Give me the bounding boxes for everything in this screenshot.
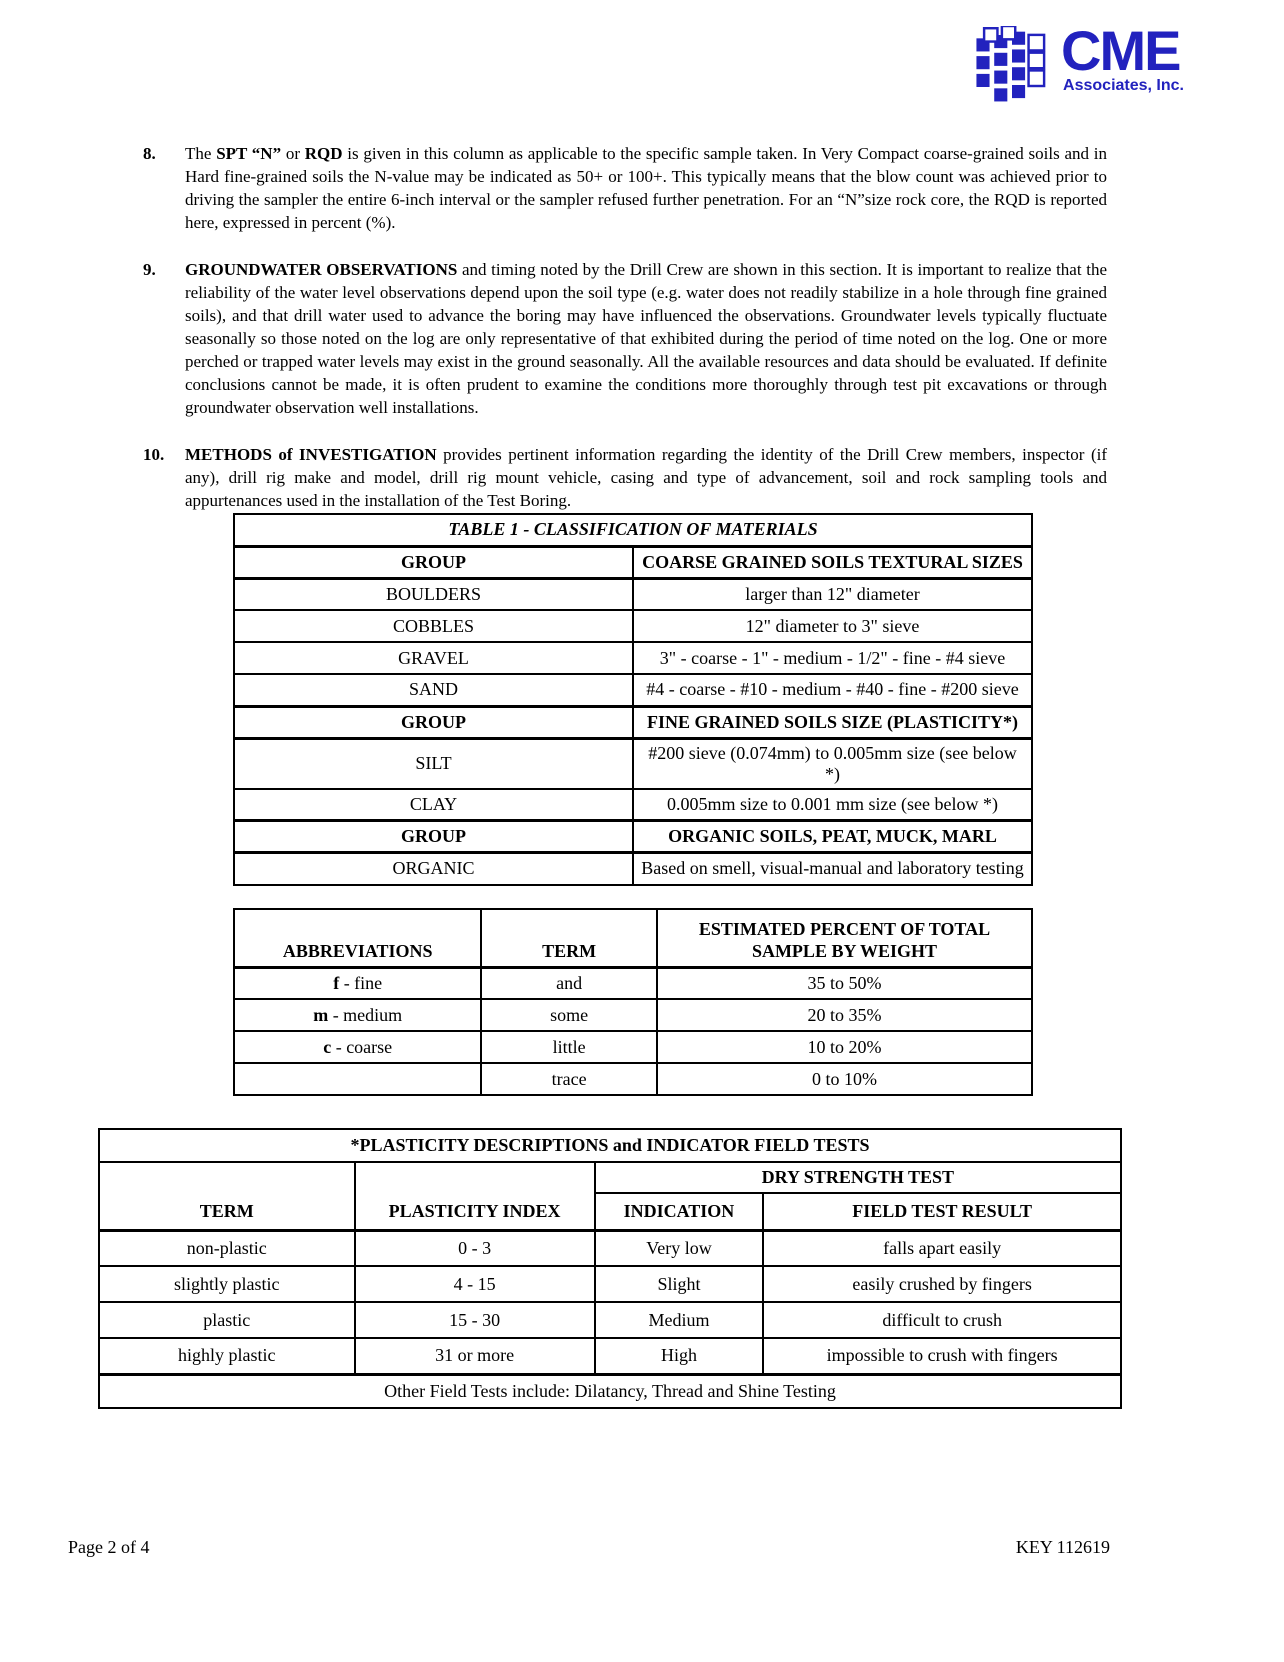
- table3-term-cell: plastic: [99, 1302, 355, 1338]
- table3-plasticity-index-cell: 31 or more: [355, 1338, 595, 1374]
- table1-label-cell: GRAVEL: [234, 642, 633, 674]
- table1-title: TABLE 1 - CLASSIFICATION OF MATERIALS: [234, 514, 1032, 546]
- table2-percent-cell: 10 to 20%: [657, 1031, 1032, 1063]
- logo-company-subname: Associates, Inc.: [1063, 77, 1184, 95]
- table3-indication-cell: Very low: [595, 1230, 764, 1266]
- page-footer: [68, 1537, 1110, 1558]
- table1-value-cell: FINE GRAINED SOILS SIZE (PLASTICITY*): [633, 706, 1032, 738]
- table2-term-cell: little: [481, 1031, 657, 1063]
- table1-label-cell: SAND: [234, 674, 633, 706]
- table1-value-cell: Based on smell, visual-manual and laboratory testing: [633, 853, 1032, 885]
- table2-header-term: TERM: [481, 909, 657, 967]
- table1-body: [234, 546, 1032, 885]
- paragraph-segment: is given in this column as applicable to the specific sample taken. In Very Compact coarse-grained soils and in Hard fine-grained soils the N-value may be indicated as 50+ or 100+. This typically means that the blow count was achieved prior to driving the sampler the entire 6-inch interval or the sampler refused further penetration. For an “N”size rock core, the RQD is reported here, expressed in percent (%).: [185, 144, 1107, 232]
- paragraph-item: [143, 443, 1107, 512]
- table1-classification-of-materials: [233, 513, 1033, 886]
- paragraph-number: 8.: [143, 144, 156, 163]
- table1-label-cell: SILT: [234, 738, 633, 789]
- table2-abbreviation-cell: f - fine: [234, 967, 481, 999]
- table1-label-cell: GROUP: [234, 706, 633, 738]
- table3-indication-cell: High: [595, 1338, 764, 1374]
- table1-row: [234, 738, 1032, 789]
- table2-percent-cell: 35 to 50%: [657, 967, 1032, 999]
- table2-row: [234, 967, 1032, 999]
- paragraph-segment: RQD: [304, 144, 343, 163]
- table2-abbreviation-cell: [234, 1063, 481, 1095]
- paragraph-number: 9.: [143, 260, 156, 279]
- table3-plasticity-index-cell: 4 - 15: [355, 1266, 595, 1302]
- table1-value-cell: 12" diameter to 3" sieve: [633, 610, 1032, 642]
- table1-label-cell: COBBLES: [234, 610, 633, 642]
- table2-abbreviations: [233, 908, 1033, 1096]
- table1-row: [234, 578, 1032, 610]
- abbreviation-letter: f: [333, 972, 340, 993]
- table2-percent-cell: 0 to 10%: [657, 1063, 1032, 1095]
- table1-value-cell: #200 sieve (0.074mm) to 0.005mm size (see below *): [633, 738, 1032, 789]
- table1-group-row: [234, 546, 1032, 578]
- table3-header-plasticity-index: PLASTICITY INDEX: [355, 1162, 595, 1230]
- table1-label-cell: ORGANIC: [234, 853, 633, 885]
- table1-group-row: [234, 706, 1032, 738]
- paragraph-text: [185, 142, 1107, 234]
- paragraph-item: [143, 258, 1107, 419]
- table3-term-cell: non-plastic: [99, 1230, 355, 1266]
- abbreviation-letter: c: [323, 1036, 332, 1057]
- paragraph-segment: provides pertinent information regarding the identity of the Drill Crew members, inspector (if any), drill rig make and model, drill rig mount vehicle, casing and type of advancement, soil and rock sampling tools and appurtenances used in the installation of the Test Boring.: [185, 445, 1107, 510]
- table1-row: [234, 674, 1032, 706]
- table3-indication-cell: Slight: [595, 1266, 764, 1302]
- table3-field-test-result-cell: difficult to crush: [763, 1302, 1121, 1338]
- table1-row: [234, 610, 1032, 642]
- table3-header-dry-strength-test: DRY STRENGTH TEST: [595, 1162, 1121, 1193]
- table1-group-row: [234, 821, 1032, 853]
- table2-row: [234, 1063, 1032, 1095]
- logo-company-name: CME: [1061, 19, 1180, 82]
- paragraph-text: [185, 258, 1107, 419]
- table1-label-cell: BOULDERS: [234, 578, 633, 610]
- table2-term-cell: trace: [481, 1063, 657, 1095]
- table3-term-cell: highly plastic: [99, 1338, 355, 1374]
- cme-cubes-icon: [973, 26, 1053, 106]
- table1-row: [234, 789, 1032, 821]
- table1-value-cell: 0.005mm size to 0.001 mm size (see below *): [633, 789, 1032, 821]
- company-logo: [973, 19, 1184, 106]
- paragraph-text: [185, 443, 1107, 512]
- table3-row: [99, 1302, 1121, 1338]
- table2-percent-cell: 20 to 35%: [657, 999, 1032, 1031]
- table2-row: [234, 999, 1032, 1031]
- table2-term-cell: some: [481, 999, 657, 1031]
- table3-header-term: TERM: [99, 1162, 355, 1230]
- table1-value-cell: COARSE GRAINED SOILS TEXTURAL SIZES: [633, 546, 1032, 578]
- table3-header-indication: INDICATION: [595, 1193, 764, 1230]
- paragraph-segment: GROUNDWATER OBSERVATIONS: [185, 260, 458, 279]
- paragraph-item: [143, 142, 1107, 234]
- table3-field-test-result-cell: easily crushed by fingers: [763, 1266, 1121, 1302]
- table2-term-cell: and: [481, 967, 657, 999]
- table3-plasticity-index-cell: 0 - 3: [355, 1230, 595, 1266]
- table3-dry-strength-row: [99, 1162, 1121, 1193]
- table1-row: [234, 853, 1032, 885]
- table1-title-row: [234, 514, 1032, 546]
- table1-value-cell: #4 - coarse - #10 - medium - #40 - fine - #200 sieve: [633, 674, 1032, 706]
- table3-title-row: [99, 1129, 1121, 1162]
- table3-header-field-test-result: FIELD TEST RESULT: [763, 1193, 1121, 1230]
- table3-plasticity-descriptions: [98, 1128, 1122, 1409]
- paragraph-list: [143, 142, 1107, 536]
- table3-plasticity-index-cell: 15 - 30: [355, 1302, 595, 1338]
- table3-other-field-tests-note: Other Field Tests include: Dilatancy, Thread and Shine Testing: [99, 1374, 1121, 1408]
- table1-value-cell: 3" - coarse - 1" - medium - 1/2" - fine - #4 sieve: [633, 642, 1032, 674]
- abbreviation-letter: m: [313, 1004, 329, 1025]
- table3-body: [99, 1230, 1121, 1374]
- paragraph-segment: and timing noted by the Drill Crew are shown in this section. It is important to realize that the reliability of the water level observations depend upon the soil type (e.g. water does not readily stabilize in a hole through fine grained soils), and that drill water used to advance the boring may have influenced the observations. Groundwater levels typically fluctuate seasonally so those noted on the log are only representative of that exhibited during the period of time noted on the log. One or more perched or trapped water levels may exist in the ground seasonally. All the available resources and data should be evaluated. If definite conclusions cannot be made, it is often prudent to examine the conditions more thoroughly through test pit excavations or through groundwater observation well installations.: [185, 260, 1107, 417]
- document-key: KEY 112619: [1015, 1537, 1110, 1557]
- page-number: Page 2 of 4: [68, 1537, 150, 1557]
- table1-label-cell: GROUP: [234, 821, 633, 853]
- table1-label-cell: CLAY: [234, 789, 633, 821]
- table3-indication-cell: Medium: [595, 1302, 764, 1338]
- paragraph-number: 10.: [143, 445, 165, 464]
- table1-value-cell: ORGANIC SOILS, PEAT, MUCK, MARL: [633, 821, 1032, 853]
- table1-row: [234, 642, 1032, 674]
- table3-row: [99, 1266, 1121, 1302]
- table3-term-cell: slightly plastic: [99, 1266, 355, 1302]
- table3-field-test-result-cell: falls apart easily: [763, 1230, 1121, 1266]
- table2-abbreviation-cell: c - coarse: [234, 1031, 481, 1063]
- paragraph-segment: SPT “N”: [216, 144, 282, 163]
- table2-row: [234, 1031, 1032, 1063]
- table2-header-row: [234, 909, 1032, 967]
- paragraph-segment: METHODS of INVESTIGATION: [185, 445, 437, 464]
- table2-abbreviation-cell: m - medium: [234, 999, 481, 1031]
- paragraph-segment: The: [185, 144, 217, 163]
- table3-field-test-result-cell: impossible to crush with fingers: [763, 1338, 1121, 1374]
- table3-row: [99, 1338, 1121, 1374]
- table3-footer-row: [99, 1374, 1121, 1408]
- table3-row: [99, 1230, 1121, 1266]
- table2-header-estimated-percent: ESTIMATED PERCENT OF TOTAL SAMPLE BY WEIGHT: [657, 909, 1032, 967]
- table1-value-cell: larger than 12" diameter: [633, 578, 1032, 610]
- table2-body: [234, 967, 1032, 1095]
- table3-title: *PLASTICITY DESCRIPTIONS and INDICATOR FIELD TESTS: [99, 1129, 1121, 1162]
- table1-label-cell: GROUP: [234, 546, 633, 578]
- paragraph-segment: or: [281, 144, 305, 163]
- table2-header-abbreviations: ABBREVIATIONS: [234, 909, 481, 967]
